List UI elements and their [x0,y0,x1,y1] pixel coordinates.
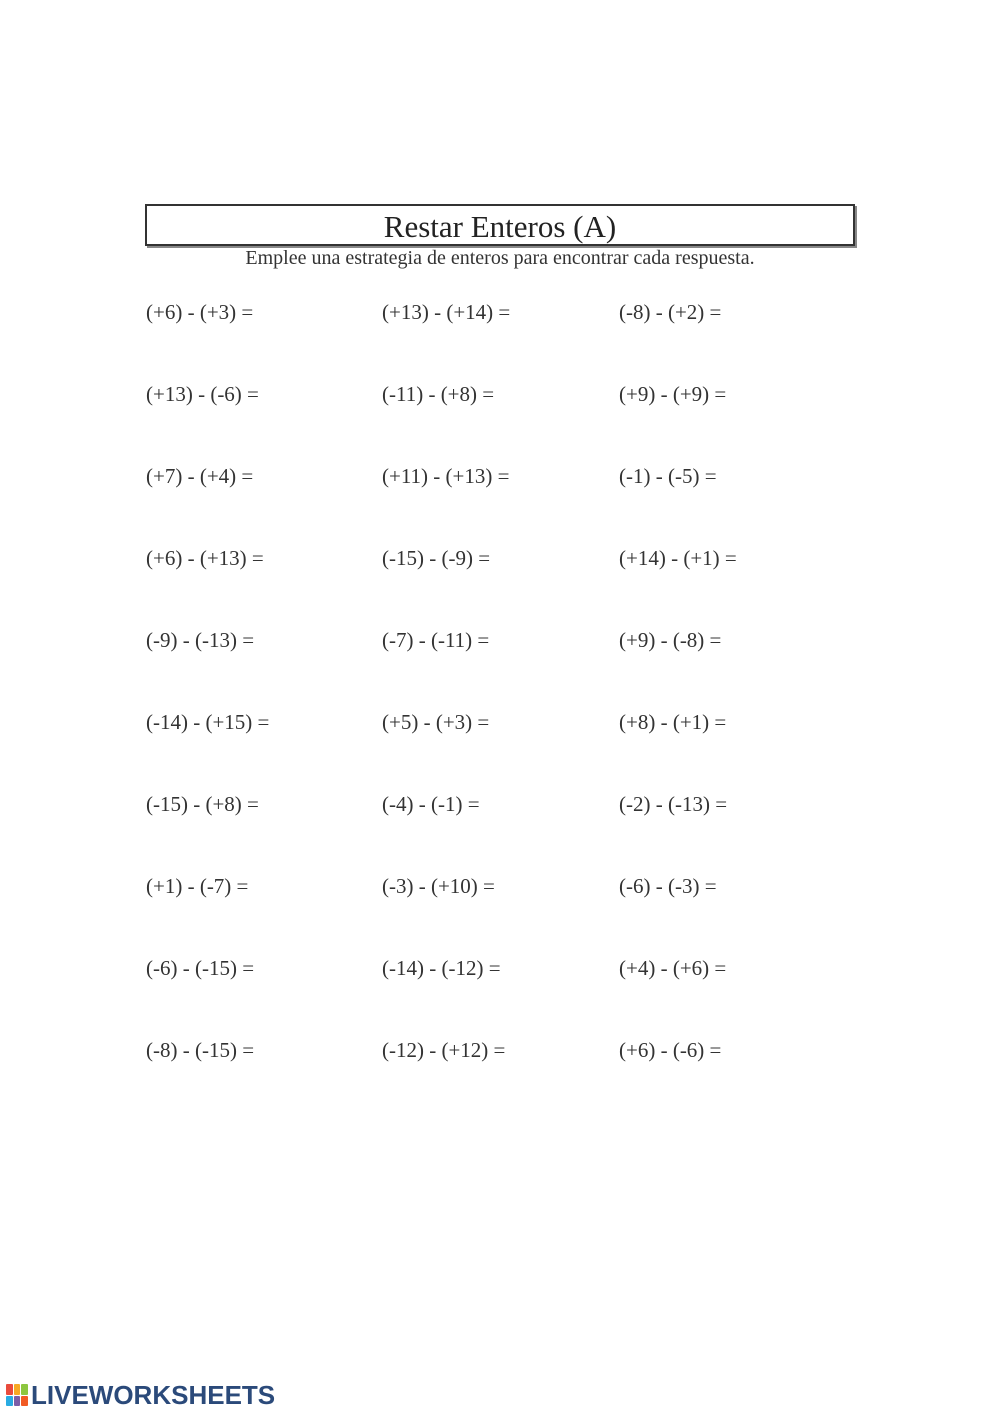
subtraction-problem: (+1) - (-7) = [146,874,249,898]
subtraction-problem: (-12) - (+12) = [382,1038,506,1062]
subtraction-problem: (-3) - (+10) = [382,874,495,898]
problem-grid [146,300,866,1120]
logo-square [14,1396,21,1407]
problem-row [146,546,866,628]
subtraction-problem: (-9) - (-13) = [146,628,255,652]
subtraction-problem: (-14) - (-12) = [382,956,501,980]
problem-row [146,874,866,956]
subtraction-problem: (-15) - (+8) = [146,792,259,816]
subtraction-problem: (-2) - (-13) = [619,792,728,816]
subtraction-problem: (-8) - (-15) = [146,1038,255,1062]
subtraction-problem: (-4) - (-1) = [382,792,480,816]
problem-row [146,464,866,546]
subtraction-problem: (-15) - (-9) = [382,546,491,570]
subtraction-problem: (+13) - (+14) = [382,300,511,324]
subtraction-problem: (+5) - (+3) = [382,710,490,734]
subtraction-problem: (+6) - (+13) = [146,546,264,570]
subtraction-problem: (-6) - (-15) = [146,956,255,980]
subtraction-problem: (+9) - (+9) = [619,382,727,406]
subtraction-problem: (-6) - (-3) = [619,874,717,898]
problem-row [146,382,866,464]
subtraction-problem: (+9) - (-8) = [619,628,722,652]
logo-square [6,1384,13,1395]
problem-row [146,628,866,710]
subtraction-problem: (+4) - (+6) = [619,956,727,980]
logo-square [14,1384,21,1395]
subtraction-problem: (-14) - (+15) = [146,710,270,734]
problem-row [146,710,866,792]
problem-row [146,1038,866,1120]
subtraction-problem: (+11) - (+13) = [382,464,510,488]
subtraction-problem: (-1) - (-5) = [619,464,717,488]
problem-row [146,300,866,382]
logo-square [21,1384,28,1395]
problem-row [146,956,866,1038]
subtraction-problem: (+8) - (+1) = [619,710,727,734]
subtraction-problem: (+7) - (+4) = [146,464,254,488]
worksheet-title-box [145,204,855,246]
subtraction-problem: (+6) - (+3) = [146,300,254,324]
liveworksheets-logo-icon [6,1384,28,1406]
subtraction-problem: (+13) - (-6) = [146,382,259,406]
worksheet-instructions: Emplee una estrategia de enteros para encontrar cada respuesta. [245,247,755,269]
subtraction-problem: (-8) - (+2) = [619,300,722,324]
subtraction-problem: (-11) - (+8) = [382,382,495,406]
subtraction-problem: (+14) - (+1) = [619,546,737,570]
logo-square [21,1396,28,1407]
problem-row [146,792,866,874]
logo-square [6,1396,13,1407]
liveworksheets-logo [6,1380,275,1410]
subtraction-problem: (+6) - (-6) = [619,1038,722,1062]
worksheet-title: Restar Enteros (A) [383,208,617,244]
subtraction-problem: (-7) - (-11) = [382,628,490,652]
liveworksheets-brand: LIVEWORKSHEETS [31,1380,276,1410]
